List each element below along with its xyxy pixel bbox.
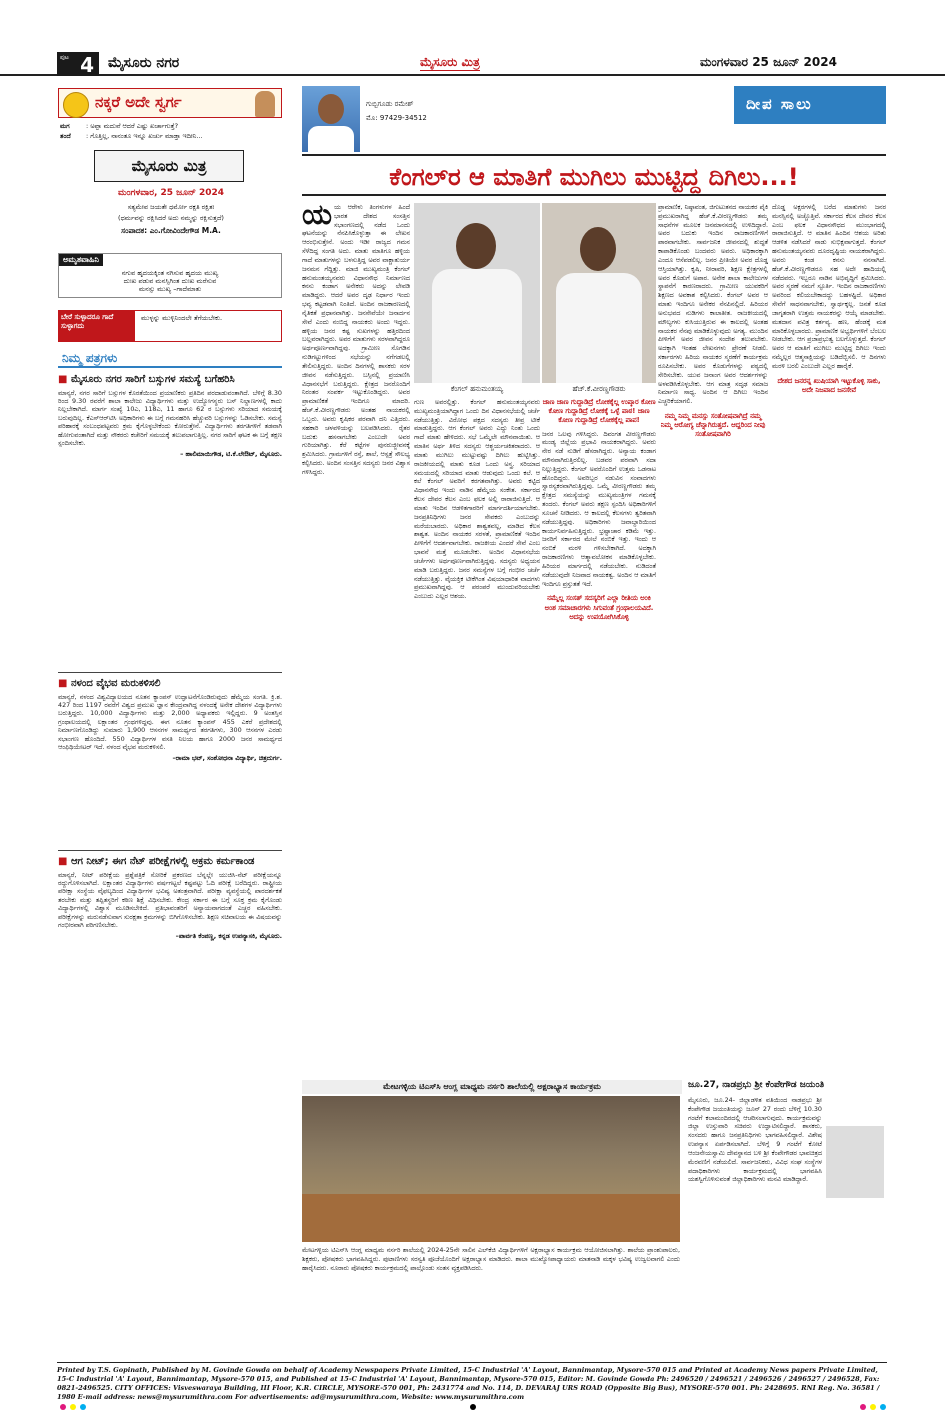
amrita-line: ಮನಸ್ಸು ಮುಖ್ಯ –ಗಾದೆಮಾತು	[138, 285, 202, 294]
letter-signature: – ಹಾಲಿಮಾಯಿಗೌಡ, ಟಿ.ಕೆ.ಲೇಔಟ್, ಮೈಸೂರು.	[180, 449, 282, 458]
proverb-label: ಬೇರೆ ಸುಳ್ಳಾದರೂ ಗಾದೆ ಸುಳ್ಳಾಗದು	[58, 310, 134, 342]
column-name-box	[734, 86, 886, 124]
letter-signature: –ರಾಮಾ ಭಟ್, ಸಂಶೋಧನಾ ವಿದ್ಯಾರ್ಥಿ, ಚಿತ್ರದುರ್ಗ.	[172, 753, 282, 762]
letters-section-header	[58, 350, 282, 368]
kengal-photo	[414, 203, 540, 383]
letter-title: ■ ನಳಂದ ವೈಭವ ಮರುಕಳಿಸಲಿ	[58, 678, 282, 691]
joke-speaker: ಮಗ	[60, 122, 70, 130]
news-body: ಮೈಸೂರು, ಜೂ.24- ಜಿಲ್ಲಾಡಳಿತ ವತಿಯಿಂದ ನಾಡಪ್ರಭು ಶ್ರೀ ಕೆಂಪೇಗೌಡ ಜಯಂತಿಯನ್ನು ಜೂನ್ 27 ರಂದು ಬೆಳಿಗ್ಗೆ 10.30 ಗಂಟೆಗೆ ಕಲಾಮಂದಿರದಲ್ಲಿ ಆಚರಿಸಲಾಗುವುದು. ಕಾರ್ಯಕ್ರಮವನ್ನು ಜಿಲ್ಲಾ ಉಸ್ತುವಾರಿ ಸಚಿವರು ಉದ್ಘಾಟಿಸಲಿದ್ದಾರೆ. ಶಾಸಕರು, ಸಂಸದರು ಹಾಗೂ ಜನಪ್ರತಿನಿಧಿಗಳು ಭಾಗವಹಿಸಲಿದ್ದಾರೆ. ವಿಶೇಷ ಉಪನ್ಯಾಸ ಏರ್ಪಡಿಸಲಾಗಿದೆ. ಬೆಳಿಗ್ಗೆ 9 ಗಂಟೆಗೆ ಕೋಟೆ ಆಂಜನೇಯಸ್ವಾಮಿ ದೇವಸ್ಥಾನದ ಬಳಿ ಶ್ರೀ ಕೆಂಪೇಗೌಡರ ಭಾವಚಿತ್ರದ ಮೆರವಣಿಗೆ ನಡೆಯಲಿದೆ. ಸಾರ್ವಜನಿಕರು, ವಿವಿಧ ಸಂಘ ಸಂಸ್ಥೆಗಳ ಪದಾಧಿಕಾರಿಗಳು ಕಾರ್ಯಕ್ರಮದಲ್ಲಿ ಭಾಗವಹಿಸಿ ಯಶಸ್ವಿಗೊಳಿಸುವಂತೆ ಜಿಲ್ಲಾಧಿಕಾರಿಗಳು ಮನವಿ ಮಾಡಿದ್ದಾರೆ.	[688, 1096, 822, 1184]
article-column-1	[302, 203, 410, 1073]
photo-caption: ಕೆಂಗಲ್ ಹನುಮಂತಯ್ಯ	[450, 385, 504, 393]
column-name: ದೀಪ ಸಾಲು	[746, 95, 813, 113]
veeranna-gowda-photo	[542, 203, 656, 383]
amrita-line: ನಗುವ ಹೃದಯಕ್ಕಿಂತ ನಗಿಸುವ ಹೃದಯ ಮುಖ್ಯ	[121, 269, 219, 277]
nakkare-title: ನಕ್ಕರೆ ಅದೇ ಸ್ವರ್ಗ	[95, 93, 182, 111]
letter-signature: –ಪಾರ್ವತಿ ಕೆಂಪಣ್ಣ, ಕನ್ನಡ ಉಪನ್ಯಾಸಕಿ, ಮೈಸೂರು.	[175, 931, 282, 940]
letter-3	[58, 856, 282, 940]
letter-body: ಮಾನ್ಯರೆ, ನಗರ ಸಾರಿಗೆ ಬಸ್ಸುಗಳ ಕೊರತೆಯಿಂದ ಪ್ರಯಾಣಿಕರು ಪ್ರತಿದಿನ ಪರದಾಡುವಂತಾಗಿದೆ. ಬೆಳಿಗ್ಗೆ 8.30 ರಿಂದ 9.30 ರವರೆಗೆ ಶಾಲಾ ಕಾಲೇಜು ವಿದ್ಯಾರ್ಥಿಗಳು ಮತ್ತು ಉದ್ಯೋಗಸ್ಥರು ಬಸ್ ನಿಲ್ದಾಣಗಳಲ್ಲಿ ಕಾದು ನಿಲ್ಲಬೇಕಾಗಿದೆ. ಮಾರ್ಗ ಸಂಖ್ಯೆ 10ಎ, 118ಎ, 11 ಹಾಗೂ 62 ರ ಬಸ್ಸುಗಳು ಸರಿಯಾದ ಸಮಯಕ್ಕೆ ಬರುವುದಿಲ್ಲ. ಕೆಎಸ್ಆರ್‌ಟಿಸಿ ಅಧಿಕಾರಿಗಳು ಈ ಬಗ್ಗೆ ಗಮನಹರಿಸಿ ಹೆಚ್ಚುವರಿ ಬಸ್ಸುಗಳನ್ನು ಓಡಿಸಬೇಕು. ಸಮಸ್ಯೆ ಪರಿಹಾರಕ್ಕೆ ಸಂಬಂಧಪಟ್ಟವರು ಕ್ರಮ ಕೈಗೊಳ್ಳಬೇಕೆಂದು ಕೋರುತ್ತೇನೆ. ವಿದ್ಯಾರ್ಥಿಗಳು ತರಗತಿಗಳಿಗೆ ತಡವಾಗಿ ಹೋಗುವಂತಾಗಿದೆ ಮತ್ತು ನೌಕರರು ಕಚೇರಿಗೆ ಸಮಯಕ್ಕೆ ತಲುಪಲಾಗುತ್ತಿಲ್ಲ. ನಗರ ಸಾರಿಗೆ ಘಟಕ ಈ ಬಗ್ಗೆ ತಕ್ಷಣ ಸ್ಪಂದಿಸಬೇಕು.	[58, 388, 282, 448]
article-text: ಯ ಆರೇಳು ತಿಂಗಳುಗಳ ಹಿಂದೆ ಭಾರತ ದೇಶದ ಸಂಸತ್ತಿನ ಸಭಾಂಗಣದಲ್ಲಿ ನಡೆದ ಒಂದು ಘಟನೆಯನ್ನು ನೆನಪಿಸಿಕೊಳ್ಳುತ್ತಾ ಈ ಲೇಖನ ಆರಂಭಿಸುತ್ತೇನೆ. ಅಂದು ಇಡೀ ರಾಜ್ಯದ ಗಮನ ಸೆಳೆದಿದ್ದ ಸಂಗತಿ ಅದು. ಮಾತು ಮಾತಿಗೂ ಹಳ್ಳಿಯ ಗಾದೆ ಮಾತುಗಳನ್ನು ಬಳಸುತ್ತಿದ್ದ ಅವರ ವಾಕ್ಚಾತುರ್ಯ ಜನಮನ ಗೆದ್ದಿತ್ತು. ಮಾಜಿ ಮುಖ್ಯಮಂತ್ರಿ ಕೆಂಗಲ್ ಹನುಮಂತಯ್ಯನವರು ವಿಧಾನಸೌಧ ನಿರ್ಮಾಣದ ಕನಸು ಕಂಡಾಗ ಅನೇಕರು ಅದನ್ನು ಲೇವಡಿ ಮಾಡಿದ್ದರು. ಆದರೆ ಅವರ ದೃಢ ನಿರ್ಧಾರ ಇಂದು ಭವ್ಯ ಕಟ್ಟಡವಾಗಿ ನಿಂತಿದೆ. ಅಂದಿನ ರಾಜಕಾರಣದಲ್ಲಿ ನೈತಿಕತೆ ಪ್ರಧಾನವಾಗಿತ್ತು. ಜನಸೇವೆಯೇ ಜನಾರ್ದನ ಸೇವೆ ಎಂದು ನಂಬಿದ್ದ ನಾಯಕರು ಅಂದು ಇದ್ದರು. ಹಳ್ಳಿಯ ಜನರ ಕಷ್ಟ ಸುಖಗಳನ್ನು ಹತ್ತಿರದಿಂದ ಬಲ್ಲವರಾಗಿದ್ದರು. ಅವರ ಮಾತುಗಳು ಸರಳವಾಗಿದ್ದರೂ ಅರ್ಥಪೂರ್ಣವಾಗಿದ್ದವು. ಗ್ರಾಮೀಣ ಸೊಗಡಿನ ನುಡಿಗಟ್ಟುಗಳಿಂದ ಸಭೆಯನ್ನು ನಗೆಗಡಲಲ್ಲಿ ತೇಲಿಸುತ್ತಿದ್ದರು. ಅಂದಿನ ದಿನಗಳಲ್ಲಿ ಶಾಸಕರು ಸರಳ ಜೀವನ ನಡೆಸುತ್ತಿದ್ದರು. ಬಸ್ಸಿನಲ್ಲಿ ಪ್ರಯಾಣಿಸಿ ವಿಧಾನಸಭೆಗೆ ಬರುತ್ತಿದ್ದರು. ಕ್ಷೇತ್ರದ ಜನರೊಂದಿಗೆ ನಿರಂತರ ಸಂಪರ್ಕ ಇಟ್ಟುಕೊಂಡಿದ್ದರು. ಅವರ ಪ್ರಾಮಾಣಿಕತೆ ಇಂದಿಗೂ ಮಾದರಿ. ಹೆಚ್.ಕೆ.ವೀರಣ್ಣಗೌಡರು ಅಂತಹ ನಾಯಕರಲ್ಲಿ ಒಬ್ಬರು. ಅವರು ಕೃಷಿಕರ ಪರವಾಗಿ ದನಿ ಎತ್ತಿದರು. ಸಹಕಾರಿ ಚಳವಳಿಯನ್ನು ಬಲಪಡಿಸಿದರು. ರೈತರ ಬದುಕು ಹಸನಾಗಬೇಕು ಎಂಬುದೇ ಅವರ ಗುರಿಯಾಗಿತ್ತು. ಕೆರೆ ಕಟ್ಟೆಗಳ ಪುನರುಜ್ಜೀವನಕ್ಕೆ ಶ್ರಮಿಸಿದರು. ಗ್ರಾಮಗಳಿಗೆ ರಸ್ತೆ, ಶಾಲೆ, ಆಸ್ಪತ್ರೆ ಸೌಲಭ್ಯ ಕಲ್ಪಿಸಿದರು. ಅಂದಿನ ಸಂಸತ್ತಿನ ಸದಸ್ಯರು ಜನರ ವಿಶ್ವಾಸ ಗಳಿಸಿದ್ದರು.	[302, 203, 410, 476]
drop-cap: ಯ	[302, 203, 332, 231]
page-label: ಪುಟ	[60, 54, 69, 61]
author-name: ಗುಬ್ಬಿಗೂಡು ರಮೇಶ್	[366, 100, 414, 108]
letter-2	[58, 678, 282, 762]
joke-box	[60, 122, 282, 142]
kempegowda-illustration	[826, 1126, 884, 1198]
proverb-text: ಮುಳ್ಳನ್ನು ಮುಳ್ಳಿನಿಂದಲೇ ತೆಗೆಯಬೇಕು.	[134, 310, 282, 342]
page-number-box	[57, 52, 99, 76]
article-headline: ಕೆಂಗಲ್‌ರ ಆ ಮಾತಿಗೆ ಮುಗಿಲು ಮುಟ್ಟಿದ್ದ ದಿಗಿಲು...!	[389, 163, 799, 191]
article-column-2	[414, 398, 540, 1073]
divider	[58, 672, 282, 673]
amrita-body	[59, 266, 281, 297]
letter-body: ಮಾನ್ಯರೆ, ನೀಟ್ ಪರೀಕ್ಷೆಯ ಪ್ರಶ್ನೆಪತ್ರಿಕೆ ಸೋರಿಕೆ ಪ್ರಕರಣದ ಬೆನ್ನಲ್ಲೇ ಯುಜಿಸಿ-ನೆಟ್ ಪರೀಕ್ಷೆಯನ್ನೂ ರದ್ದುಗೊಳಿಸಲಾಗಿದೆ. ಲಕ್ಷಾಂತರ ವಿದ್ಯಾರ್ಥಿಗಳು ವರ್ಷಗಟ್ಟಲೆ ಕಷ್ಟಪಟ್ಟು ಓದಿ ಪರೀಕ್ಷೆ ಬರೆದಿದ್ದರು. ರಾಷ್ಟ್ರೀಯ ಪರೀಕ್ಷಾ ಸಂಸ್ಥೆಯ ವೈಫಲ್ಯದಿಂದ ವಿದ್ಯಾರ್ಥಿಗಳ ಭವಿಷ್ಯ ಅತಂತ್ರವಾಗಿದೆ. ಪರೀಕ್ಷಾ ವ್ಯವಸ್ಥೆಯಲ್ಲಿ ಪಾರದರ್ಶಕತೆ ತರಬೇಕು ಮತ್ತು ತಪ್ಪಿತಸ್ಥರಿಗೆ ಕಠಿಣ ಶಿಕ್ಷೆ ವಿಧಿಸಬೇಕು. ಕೇಂದ್ರ ಸರ್ಕಾರ ಈ ಬಗ್ಗೆ ಸೂಕ್ತ ಕ್ರಮ ಕೈಗೊಂಡು ವಿದ್ಯಾರ್ಥಿಗಳಲ್ಲಿ ವಿಶ್ವಾಸ ಮೂಡಿಸಬೇಕಿದೆ. ಪ್ರತಿಭಾವಂತರಿಗೆ ಅನ್ಯಾಯವಾಗದಂತೆ ಎಚ್ಚರ ವಹಿಸಬೇಕು. ಪರೀಕ್ಷೆಗಳನ್ನು ಮರುನಡೆಸುವಾಗ ಸುರಕ್ಷತಾ ಕ್ರಮಗಳನ್ನು ಬಿಗಿಗೊಳಿಸಬೇಕು. ಶಿಕ್ಷಣ ಸಚಿವಾಲಯ ಈ ವಿಷಯವನ್ನು ಗಂಭೀರವಾಗಿ ಪರಿಗಣಿಸಬೇಕು.	[58, 870, 282, 930]
pull-quote: ದೇಶದ ಜನರನ್ನ ಖುಷಿಯಾಗಿ ಇಟ್ಟುಕೊಳ್ಳಿ ಸಾಕು, ಅದೇ ನಿಜವಾದ ಜನಸೇವೆ	[777, 376, 881, 394]
news-heading: ಜೂ.27, ನಾಡಪ್ರಭು ಶ್ರೀ ಕೆಂಪೇಗೌಡ ಜಯಂತಿ	[688, 1080, 825, 1090]
laughing-face-icon	[63, 92, 89, 118]
page-number: 4	[80, 53, 94, 77]
motto-translation: (ಧರ್ಮವನ್ನು ರಕ್ಷಿಸಿದರೆ ಅದು ನಮ್ಮನ್ನು ರಕ್ಷಿಸುತ್ತದೆ)	[118, 214, 224, 222]
joke-text: : ಗೊತ್ತಿಲ್ಲ, ನಾನಂತೂ ಇನ್ನೂ ಖರ್ಚು ಮಾಡ್ತಾ ಇದೀನಿ...	[86, 132, 203, 141]
news-body: ಮೇಟಗಳ್ಳಿಯ ಟಿಎಸ್‌ಸಿ ಆಂಗ್ಲ ಮಾಧ್ಯಮ ನರ್ಸರಿ ಶಾಲೆಯಲ್ಲಿ 2024-25ನೇ ಸಾಲಿನ ಎಲ್‌ಕೆಜಿ ವಿದ್ಯಾರ್ಥಿಗಳಿಗೆ ಅಕ್ಷರಾಭ್ಯಾಸ ಕಾರ್ಯಕ್ರಮ ಆಯೋಜಿಸಲಾಗಿತ್ತು. ಶಾಲೆಯ ಪ್ರಾಂಶುಪಾಲರು, ಶಿಕ್ಷಕರು, ಪೋಷಕರು ಭಾಗವಹಿಸಿದ್ದರು. ಪುಟಾಣಿಗಳು ಸರಸ್ವತಿ ಪೂಜೆಯೊಂದಿಗೆ ಅಕ್ಷರಾಭ್ಯಾಸ ಮಾಡಿದರು. ಶಾಲಾ ಮುಖ್ಯೋಪಾಧ್ಯಾಯರು ಮಾತನಾಡಿ ಮಕ್ಕಳ ಭವಿಷ್ಯ ಉಜ್ವಲವಾಗಲಿ ಎಂದು ಹಾರೈಸಿದರು. ನೂರಾರು ಪೋಷಕರು ಕಾರ್ಯಕ್ರಮದಲ್ಲಿ ಪಾಲ್ಗೊಂಡು ಸಂತಸ ವ್ಯಕ್ತಪಡಿಸಿದರು.	[302, 1246, 680, 1272]
joke-line	[60, 132, 282, 140]
motto-line: ಸತ್ಯಮೇವ ಜಯತೇ ಧರ್ಮೋ ರಕ್ಷತಿ ರಕ್ಷಿತಃ	[127, 203, 215, 211]
photo-caption: ಹೆಚ್.ಕೆ.ವೀರಣ್ಣಗೌಡರು	[572, 385, 626, 393]
imprint-footer: Printed by T.S. Gopinath, Published by M. Govinde Gowda on behalf of Academy Newspapers Private Limited, 15-C Industrial 'A' Layout, Bannimantap, Mysore-570 015 and Printed at Academy News papers Private Limited, 15-C Industrial 'A' Layout, Bannimantap, Mysore-570 015, and Published at 15-C Industrial 'A' Layout, Bannimantap, Mysore-570 015, Editor: M. Govinde Gowda Ph: 2496520 / 2496521 / 2496526 / 2496527 / 2496528, Fax: 0821-2496525. CITY OFFICES: Visveswaraya Building, III Floor, K.R. CIRCLE, MYSORE-570 001, Ph: 2431774 and No. 114, D. DEVARAJ URS ROAD (Opposite Big Bus), MYSORE-570 001. Ph: 2428695. RNI Reg. No. 36581 / 1980 E-mail address: news@mysurumithra.com For advertisements: ad@mysurumithra.com, Website: www.mysurumithra.com	[57, 1362, 887, 1402]
article-headline-box	[302, 154, 886, 196]
section-title: ಮೈಸೂರು ನಗರ	[108, 55, 180, 71]
editor-line: ಸಂಪಾದಕ: ಎಂ.ಗೋವಿಂದೇಗೌಡ M.A.	[121, 226, 221, 235]
letter-body: ಮಾನ್ಯರೆ, ನಳಂದ ವಿಶ್ವವಿದ್ಯಾಲಯದ ನೂತನ ಕ್ಯಾಂಪಸ್ ಉದ್ಘಾಟನೆಗೊಂಡಿರುವುದು ಹೆಮ್ಮೆಯ ಸಂಗತಿ. ಕ್ರಿ.ಶ. 427 ರಿಂದ 1197 ರವರೆಗೆ ವಿಶ್ವದ ಪ್ರಮುಖ ಜ್ಞಾನ ಕೇಂದ್ರವಾಗಿದ್ದ ನಳಂದಕ್ಕೆ ಅನೇಕ ದೇಶಗಳ ವಿದ್ಯಾರ್ಥಿಗಳು ಬರುತ್ತಿದ್ದರು. 10,000 ವಿದ್ಯಾರ್ಥಿಗಳು ಮತ್ತು 2,000 ಅಧ್ಯಾಪಕರು ಇಲ್ಲಿದ್ದರು. 9 ಅಂತಸ್ತಿನ ಗ್ರಂಥಾಲಯದಲ್ಲಿ ಲಕ್ಷಾಂತರ ಗ್ರಂಥಗಳಿದ್ದವು. ಈಗ ನೂತನ ಕ್ಯಾಂಪಸ್ 455 ಎಕರೆ ಪ್ರದೇಶದಲ್ಲಿ ನಿರ್ಮಾಣಗೊಂಡಿದ್ದು ಸುಮಾರು 1,900 ಆಸನಗಳ ಸಾಮರ್ಥ್ಯದ ತರಗತಿಗಳು, 300 ಆಸನಗಳ ಎರಡು ಸಭಾಂಗಣ ಹೊಂದಿದೆ. 550 ವಿದ್ಯಾರ್ಥಿಗಳ ವಸತಿ ನಿಲಯ ಹಾಗೂ 2000 ಜನರ ಸಾಮರ್ಥ್ಯದ ಆಂಫಿಥಿಯೇಟರ್ ಇದೆ. ನಳಂದ ವೈಭವ ಮರುಕಳಿಸಲಿ.	[58, 692, 282, 752]
article-column-5	[772, 203, 886, 1073]
article-text: ದೊಡ್ಡ ಅಕ್ಷರಗಳಲ್ಲಿ ಬರೆದ ಮಾತುಗಳು ಜನರ ಮನಸ್ಸಿನಲ್ಲಿ ಅಚ್ಚೊತ್ತಿವೆ. ಸರ್ಕಾರದ ಕೆಲಸ ದೇವರ ಕೆಲಸ ಎಂಬ ಫಲಕ ವಿಧಾನಸೌಧದ ಮುಂಭಾಗದಲ್ಲಿ ರಾರಾಜಿಸುತ್ತಿದೆ. ಆ ಮಾತಿನ ಹಿಂದಿನ ಆಶಯ ಅರಿತು ಆಡಳಿತ ನಡೆಸಿದರೆ ನಾಡು ಸುಭಿಕ್ಷವಾಗುತ್ತದೆ. ಕೆಂಗಲ್ ಹನುಮಂತಯ್ಯನವರು ದೂರದೃಷ್ಟಿಯ ನಾಯಕರಾಗಿದ್ದರು. ಅವರು ಕಂಡ ಕನಸು ನನಸಾಗಿದೆ. ಹೆಚ್.ಕೆ.ವೀರಣ್ಣಗೌಡರೂ ಸಹ ಅದೇ ಹಾದಿಯಲ್ಲಿ ನಡೆದವರು. ಇಬ್ಬರೂ ನಾಡಿನ ಅಭಿವೃದ್ಧಿಗೆ ಶ್ರಮಿಸಿದರು. ಅವರ ಸ್ಮರಣೆ ನಮಗೆ ಸ್ಫೂರ್ತಿ. ಇಂದಿನ ರಾಜಕಾರಣಿಗಳು ಅವರಿಂದ ಕಲಿಯಬೇಕಾದದ್ದು ಬಹಳಷ್ಟಿದೆ. ಅಧಿಕಾರ ಸೇವೆಗೆ ಸಾಧನವಾಗಬೇಕು, ಸ್ವಾರ್ಥಕ್ಕಲ್ಲ. ಜನತೆ ಕೂಡ ಜಾಗೃತರಾಗಿ ಉತ್ತಮ ನಾಯಕರನ್ನು ಆಯ್ಕೆ ಮಾಡಬೇಕು. ಮತದಾನ ಪವಿತ್ರ ಕರ್ತವ್ಯ. ಹಣ, ಹೆಂಡಕ್ಕೆ ಮತ ಮಾರಿಕೊಳ್ಳಬಾರದು. ಪ್ರಾಮಾಣಿಕ ಅಭ್ಯರ್ಥಿಗಳಿಗೆ ಬೆಂಬಲ ನೀಡಬೇಕು. ಆಗ ಪ್ರಜಾಪ್ರಭುತ್ವ ಬಲಗೊಳ್ಳುತ್ತದೆ. ಕೆಂಗಲ್ ಅವರ ಆ ಮಾತಿಗೆ ಮುಗಿಲು ಮುಟ್ಟಿದ್ದ ದಿಗಿಲು ಇಂದು ನಮ್ಮೆಲ್ಲರ ಆತ್ಮಸಾಕ್ಷಿಯನ್ನು ಬಡಿದೆಬ್ಬಿಸಲಿ. ಆ ದಿನಗಳು ಮರಳಿ ಬರಲಿ ಎಂಬುದೇ ಎಲ್ಲರ ಹಾರೈಕೆ.	[772, 203, 886, 370]
pull-quote: ಜಾಣ ಜಾಣ ಗುದ್ದಾಡಿದ್ರೆ ಲೋಕಕ್ಕೆಲ್ಲ ಉಪ್ಕಾರ ಕೋಣ ಕೋಣ ಗುದ್ದಾಡಿದ್ರೆ ಲೋಕಕ್ಕೆ ಒಳ್ಳೆ ಪಾಠ! ಜಾಣ ಕೋಣ ಗುದ್ದಾಡಿದ್ರೆ ಲೋಕಕ್ಕೆಲ್ಲ ಪಾಪ!	[542, 398, 656, 425]
letter-1	[58, 374, 282, 458]
registration-marks	[0, 1404, 945, 1416]
amrita-heading: ಅಮೃತವಾಹಿನಿ	[59, 254, 103, 266]
letters-section-title: ನಿಮ್ಮ ಪತ್ರಗಳು	[62, 351, 118, 365]
article-text: ಗುಣ ಅವರಲ್ಲಿತ್ತು. ಕೆಂಗಲ್ ಹನುಮಂತಯ್ಯನವರು ಮುಖ್ಯಮಂತ್ರಿಯಾಗಿದ್ದಾಗ ಒಂದು ದಿನ ವಿಧಾನಸಭೆಯಲ್ಲಿ ಚರ್ಚೆ ನಡೆಯುತ್ತಿತ್ತು. ವಿರೋಧ ಪಕ್ಷದ ಸದಸ್ಯರು ತೀವ್ರ ಟೀಕೆ ಮಾಡುತ್ತಿದ್ದರು. ಆಗ ಕೆಂಗಲ್ ಅವರು ಎದ್ದು ನಿಂತು ಒಂದು ಗಾದೆ ಮಾತು ಹೇಳಿದರು. ಸಭೆ ಒಮ್ಮೆಲೇ ಮೌನವಾಯಿತು. ಆ ಮಾತಿನ ಅರ್ಥ ತಿಳಿದ ಸದಸ್ಯರು ಆಶ್ಚರ್ಯಚಕಿತರಾದರು. ಆ ಮಾತು ಮುಗಿಲು ಮುಟ್ಟುವಷ್ಟು ದಿಗಿಲು ಹುಟ್ಟಿಸಿತ್ತು. ರಾಜಕೀಯದಲ್ಲಿ ಮಾತು ಕೂಡ ಒಂದು ಅಸ್ತ್ರ. ಸರಿಯಾದ ಸಮಯದಲ್ಲಿ ಸರಿಯಾದ ಮಾತು ಆಡುವುದು ಒಂದು ಕಲೆ. ಆ ಕಲೆ ಕೆಂಗಲ್ ಅವರಿಗೆ ಕರಗತವಾಗಿತ್ತು. ಅವರು ಕಟ್ಟಿದ ವಿಧಾನಸೌಧ ಇಂದು ನಾಡಿನ ಹೆಮ್ಮೆಯ ಸಂಕೇತ. ಸರ್ಕಾರದ ಕೆಲಸ ದೇವರ ಕೆಲಸ ಎಂಬ ಫಲಕ ಅಲ್ಲಿ ರಾರಾಜಿಸುತ್ತಿದೆ. ಆ ಮಾತು ಇಂದಿನ ಆಡಳಿತಗಾರರಿಗೆ ಮಾರ್ಗದರ್ಶಿಯಾಗಬೇಕು. ಜನಪ್ರತಿನಿಧಿಗಳು ಜನರ ಸೇವಕರು ಎಂಬುದನ್ನು ಮರೆಯಬಾರದು. ಅಧಿಕಾರ ಶಾಶ್ವತವಲ್ಲ, ಮಾಡಿದ ಕೆಲಸ ಶಾಶ್ವತ. ಅಂದಿನ ನಾಯಕರ ಸರಳತೆ, ಪ್ರಾಮಾಣಿಕತೆ ಇಂದಿನ ಪೀಳಿಗೆಗೆ ಆದರ್ಶವಾಗಬೇಕು. ರಾಜಕೀಯ ಎಂದರೆ ಸೇವೆ ಎಂಬ ಭಾವನೆ ಮತ್ತೆ ಮೂಡಬೇಕು. ಅಂದಿನ ವಿಧಾನಸಭೆಯ ಚರ್ಚೆಗಳು ಅರ್ಥಪೂರ್ಣವಾಗಿರುತ್ತಿದ್ದವು. ಸದಸ್ಯರು ಅಧ್ಯಯನ ಮಾಡಿ ಬರುತ್ತಿದ್ದರು. ಜನರ ಸಮಸ್ಯೆಗಳ ಬಗ್ಗೆ ಗಂಭೀರ ಚರ್ಚೆ ನಡೆಯುತ್ತಿತ್ತು. ವೈಯಕ್ತಿಕ ಟೀಕೆಗಿಂತ ವಿಷಯಾಧಾರಿತ ವಾದಗಳು ಪ್ರಮುಖವಾಗಿದ್ದವು. ಆ ಪರಂಪರೆ ಮುಂದುವರಿಯಬೇಕು ಎಂಬುದು ಎಲ್ಲರ ಆಶಯ.	[414, 398, 540, 601]
logo-text: ಮೈಸೂರು ಮಿತ್ರ	[131, 157, 207, 175]
joke-speaker: ತಂದೆ	[60, 132, 71, 141]
cartoon-man-icon	[255, 91, 275, 117]
pull-quote: ನಮ್ಮ ನಿಮ್ಮ ಮನಸ್ಸು ಸಂತೋಷವಾಗಿದ್ರೆ ನಮ್ಮ ನಿಮ್ಮ ಆರೋಗ್ಯ ಚೆನ್ನಾಗಿರುತ್ತದೆ. ಆದ್ದರಿಂದ ನೀವು ಸಂತೋಷವಾಗಿರಿ	[660, 412, 766, 439]
mysuru-mithra-logo	[94, 150, 244, 182]
amrita-vahini-box	[58, 253, 282, 298]
edition-date: ಮಂಗಳವಾರ, 25 ಜೂನ್ 2024	[117, 188, 225, 198]
amrita-line: ದುಃಖ ಪಡುವ ಮನಸ್ಸಿಗಿಂತ ದುಃಖ ಮರೆಸುವ	[123, 277, 217, 286]
article-column-3	[542, 398, 656, 1073]
article-text: ಪ್ರಾಮಾಣಿಕ, ನಿಷ್ಠಾವಂತ, ಜಿಗುಟುತನದ ನಾಯಕರ ಪೈಕಿ ಪ್ರಮುಖರಾಗಿದ್ದ ಹೆಚ್.ಕೆ.ವೀರಣ್ಣಗೌಡರು ತಮ್ಮ ಸಾಧನೆಗಳ ಮೂಲಕ ಜನಮಾನಸದಲ್ಲಿ ಉಳಿದಿದ್ದಾರೆ. ಅವರ ಬದುಕು ಇಂದಿನ ರಾಜಕಾರಣಿಗಳಿಗೆ ಪಾಠವಾಗಬೇಕು. ಸಾರ್ವಜನಿಕ ಜೀವನದಲ್ಲಿ ಶುದ್ಧತೆ ಕಾಪಾಡಿಕೊಂಡು ಬಂದವರು ಅವರು. ಅಧಿಕಾರಕ್ಕಾಗಿ ಎಂದೂ ಆಸೆಪಡಲಿಲ್ಲ. ಜನರ ಪ್ರೀತಿಯೇ ಅವರ ದೊಡ್ಡ ಆಸ್ತಿಯಾಗಿತ್ತು. ಕೃಷಿ, ನೀರಾವರಿ, ಶಿಕ್ಷಣ ಕ್ಷೇತ್ರಗಳಲ್ಲಿ ಅವರ ಕೊಡುಗೆ ಅಪಾರ. ಅನೇಕ ಶಾಲಾ ಕಾಲೇಜುಗಳ ಸ್ಥಾಪನೆಗೆ ಕಾರಣರಾದರು. ಗ್ರಾಮೀಣ ಯುವಕರಿಗೆ ಶಿಕ್ಷಣದ ಅವಕಾಶ ಕಲ್ಪಿಸಿದರು. ಕೆಂಗಲ್ ಅವರ ಆ ಮಾತು ಇಂದಿಗೂ ಅನೇಕರ ನೆನಪಿನಲ್ಲಿದೆ. ಹಿರಿಯರ ಅನುಭವದ ನುಡಿಗಳು ಕಾಲಾತೀತ. ರಾಜಕೀಯದಲ್ಲಿ ಮೌಲ್ಯಗಳು ಕುಸಿಯುತ್ತಿರುವ ಈ ಕಾಲದಲ್ಲಿ ಅಂತಹ ನಾಯಕರ ನೆನಪು ಮಾಡಿಕೊಳ್ಳುವುದು ಅಗತ್ಯ. ಮುಂದಿನ ಪೀಳಿಗೆಗೆ ಅವರ ಜೀವನ ಸಂದೇಶ ತಲುಪಬೇಕು. ಅದಕ್ಕಾಗಿ ಇಂತಹ ಲೇಖನಗಳು ಪ್ರೇರಣೆ ನೀಡಲಿ. ಸರ್ಕಾರಗಳು ಹಿರಿಯ ನಾಯಕರ ಸ್ಮರಣೆಗೆ ಕಾರ್ಯಕ್ರಮ ರೂಪಿಸಬೇಕು. ಅವರ ಕೊಡುಗೆಗಳನ್ನು ಪಠ್ಯದಲ್ಲಿ ಸೇರಿಸಬೇಕು. ಯುವ ಜನಾಂಗ ಅವರ ಆದರ್ಶಗಳನ್ನು ಅಳವಡಿಸಿಕೊಳ್ಳಬೇಕು. ಆಗ ಮಾತ್ರ ಸದೃಢ ಸಮಾಜ ನಿರ್ಮಾಣ ಸಾಧ್ಯ. ಅಂದಿನ ಆ ದಿಗಿಲು ಇಂದಿನ ಎಚ್ಚರಿಕೆಯಾಗಲಿ.	[658, 203, 768, 406]
article-text: ಜನರ ಒಲವು ಗಳಿಸಿದ್ದರು. ದಿವಂಗತ ವೀರಣ್ಣಗೌಡರು ಮಂಡ್ಯ ಜಿಲ್ಲೆಯ ಪ್ರಭಾವಿ ನಾಯಕರಾಗಿದ್ದರು. ಅವರು ನೇರ ನಡೆ ನುಡಿಗೆ ಹೆಸರಾಗಿದ್ದರು. ಅನ್ಯಾಯ ಕಂಡಾಗ ಮೌನವಾಗಿರುತ್ತಿರಲಿಲ್ಲ. ಬಡವರ ಪರವಾಗಿ ಸದಾ ನಿಲ್ಲುತ್ತಿದ್ದರು. ಕೆಂಗಲ್ ಅವರೊಂದಿಗೆ ಉತ್ತಮ ಒಡನಾಟ ಹೊಂದಿದ್ದರು. ಅವರಿಬ್ಬರ ನಡುವಿನ ಸಂವಾದಗಳು ಸ್ವಾರಸ್ಯಕರವಾಗಿರುತ್ತಿದ್ದವು. ಒಮ್ಮೆ ವೀರಣ್ಣಗೌಡರು ತಮ್ಮ ಕ್ಷೇತ್ರದ ಸಮಸ್ಯೆಯನ್ನು ಮುಖ್ಯಮಂತ್ರಿಗಳ ಗಮನಕ್ಕೆ ತಂದರು. ಕೆಂಗಲ್ ಅವರು ತಕ್ಷಣ ಸ್ಪಂದಿಸಿ ಅಧಿಕಾರಿಗಳಿಗೆ ಸೂಚನೆ ನೀಡಿದರು. ಆ ಕಾಲದಲ್ಲಿ ಕೆಲಸಗಳು ತ್ವರಿತವಾಗಿ ನಡೆಯುತ್ತಿದ್ದವು. ಅಧಿಕಾರಿಗಳು ಜವಾಬ್ದಾರಿಯಿಂದ ಕಾರ್ಯನಿರ್ವಹಿಸುತ್ತಿದ್ದರು. ಭ್ರಷ್ಟಾಚಾರ ಕಡಿಮೆ ಇತ್ತು. ಜನರಿಗೆ ಸರ್ಕಾರದ ಮೇಲೆ ನಂಬಿಕೆ ಇತ್ತು. ಇಂದು ಆ ನಂಬಿಕೆ ಮರಳಿ ಗಳಿಸಬೇಕಾಗಿದೆ. ಅದಕ್ಕಾಗಿ ರಾಜಕಾರಣಿಗಳು ಆತ್ಮಾವಲೋಕನ ಮಾಡಿಕೊಳ್ಳಬೇಕು. ಹಿರಿಯರ ಮಾರ್ಗದಲ್ಲಿ ನಡೆಯಬೇಕು. ನುಡಿದಂತೆ ನಡೆಯುವುದೇ ನಿಜವಾದ ನಾಯಕತ್ವ. ಅಂದಿನ ಆ ಮಾತಿಗೆ ಇಂದಿಗೂ ಪ್ರಸ್ತುತತೆ ಇದೆ.	[542, 429, 656, 588]
article-column-4	[658, 203, 768, 1073]
letter-title: ■ ಮೈಸೂರು ನಗರ ಸಾರಿಗೆ ಬಸ್ಸುಗಳ ಸಮಸ್ಯೆ ಬಗೆಹರಿಸಿ	[58, 374, 282, 387]
joke-text: : ಅಪ್ಪಾ ಮದುವೆ ಆದರೆ ಎಷ್ಟು ಖರ್ಚಾಗುತ್ತೆ?	[86, 122, 179, 130]
nakkare-banner	[58, 88, 282, 118]
school-group-photo	[302, 1096, 680, 1242]
joke-line	[60, 122, 282, 130]
letter-title: ■ ಆಗ ನೀಟ್; ಈಗ ನೆಟ್ ಪರೀಕ್ಷೆಗಳಲ್ಲಿ ಅಕ್ರಮ ಕರ್ಮಕಾಂಡ	[58, 856, 282, 869]
header-date: ಮಂಗಳವಾರ 25 ಜೂನ್ 2024	[700, 55, 837, 69]
author-phone: ಮೊ: 97429-34512	[366, 114, 427, 122]
masthead: ಮೈಸೂರು ಮಿತ್ರ	[420, 55, 480, 69]
proverb-box	[58, 310, 282, 342]
news-heading: ಮೇಟಗಳ್ಳಿಯ ಟಿಎಸ್‌ಸಿ ಆಂಗ್ಲ ಮಾಧ್ಯಮ ನರ್ಸರಿ ಶಾಲೆಯಲ್ಲಿ ಅಕ್ಷರಾಭ್ಯಾಸ ಕಾರ್ಯಕ್ರಮ	[302, 1080, 682, 1094]
divider	[58, 850, 282, 851]
author-photo	[302, 86, 360, 152]
pull-quote: ನಮ್ಮೆಲ್ಲ ಸಂಸತ್ ಸದಸ್ಯರಿಗೆ ಎಲ್ಲಾ ರೀತಿಯ ಅಂಕಿ ಅಂಶ ಸಮಾಚಾರಗಳು ಸಿಗುವಂತೆ ಗ್ರಂಥಾಲಯವಿದೆ. ಅದನ್ನು ಉಪಯೋಗಿಸಿಕೊಳ್ಳಿ	[544, 594, 654, 621]
